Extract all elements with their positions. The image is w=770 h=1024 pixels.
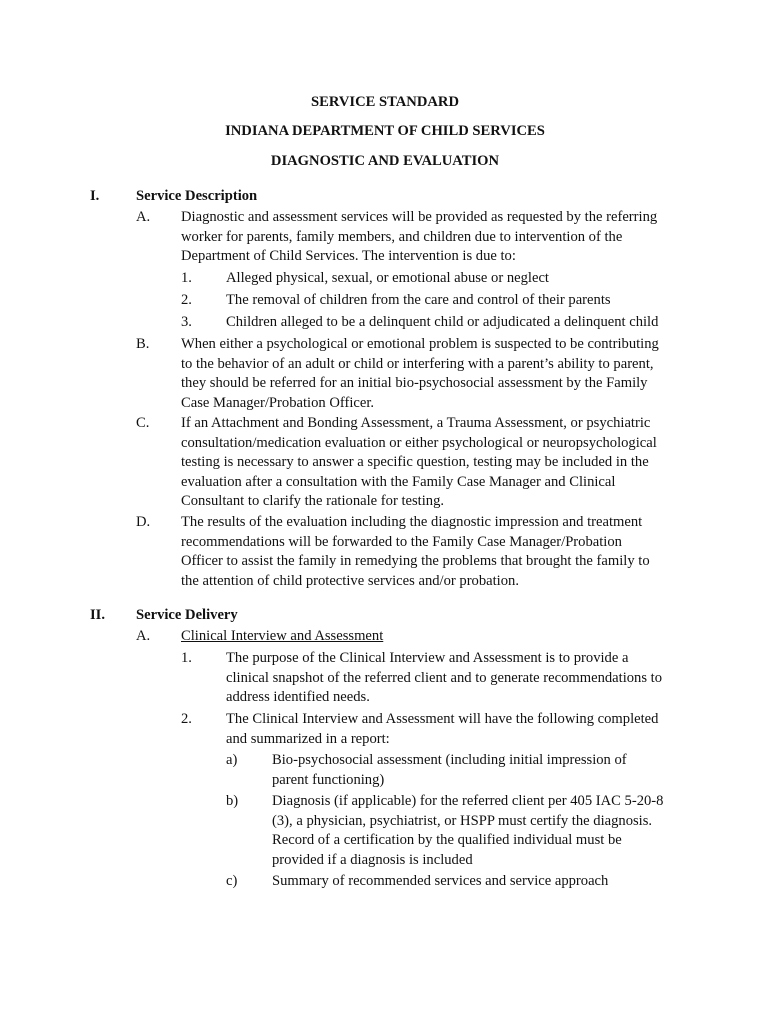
item-label: 3.: [181, 314, 192, 330]
item-text: [181, 513, 681, 591]
text-line: worker for parents, family members, and children due to intervention of the: [181, 228, 623, 245]
text-line: Diagnosis (if applicable) for the referred client per 405 IAC 5-20-8: [272, 793, 664, 809]
item-text: [272, 751, 682, 790]
text-line: Consultant to clarify the rationale for testing.: [181, 493, 445, 510]
text-line: Case Manager/Probation Officer.: [181, 394, 375, 411]
item-label: 2.: [181, 711, 192, 727]
text-line: testing is necessary to answer a specific question, testing may be included in the: [181, 454, 649, 471]
item-label: c): [226, 873, 238, 889]
section-title: Service Delivery: [136, 607, 238, 623]
item-text: Summary of recommended services and service approach: [272, 873, 609, 889]
item-text: [272, 792, 682, 870]
text-line: consultation/medication evaluation or either psychological or neuropsychological: [181, 434, 657, 451]
text-line: Department of Child Services. The intervention is due to:: [181, 248, 516, 265]
text-line: Bio-psychosocial assessment (including initial impression of: [272, 752, 627, 768]
text-line: address identified needs.: [226, 689, 370, 706]
item-text: [226, 649, 686, 708]
item-label: C.: [136, 415, 150, 431]
text-line: they should be referred for an initial bio-psychosocial assessment by the Family: [181, 375, 648, 392]
text-line: evaluation after a consultation with the Family Case Manager and Clinical: [181, 473, 616, 490]
text-line: (3), a physician, psychiatrist, or HSPP must certify the diagnosis.: [272, 812, 653, 829]
item-label: a): [226, 752, 238, 768]
text-line: clinical snapshot of the referred client and to generate recommendations to: [226, 669, 663, 686]
item-label: 1.: [181, 650, 192, 666]
text-line: Officer to assist the family in remedying the problems that brought the family to: [181, 553, 650, 570]
item-label: b): [226, 793, 239, 809]
item-text: The removal of children from the care and control of their parents: [226, 292, 611, 308]
section-number: II.: [90, 607, 106, 623]
item-label: B.: [136, 336, 150, 352]
item-text: [181, 208, 681, 267]
document-subject: DIAGNOSTIC AND EVALUATION: [270, 153, 500, 169]
item-label: D.: [136, 514, 151, 530]
text-line: provided if a diagnosis is included: [272, 851, 473, 868]
text-line: If an Attachment and Bonding Assessment, a Trauma Assessment, or psychiatric: [181, 415, 651, 431]
item-text: [181, 335, 681, 413]
text-line: the attention of child protective services and/or probation.: [181, 572, 519, 589]
item-label: A.: [136, 628, 151, 644]
section-title: Service Description: [136, 188, 258, 204]
section-number: I.: [90, 188, 100, 204]
item-label: A.: [136, 209, 151, 225]
item-label: 1.: [181, 270, 192, 286]
text-line: and summarized in a report:: [226, 730, 390, 747]
subsection-heading: Clinical Interview and Assessment: [181, 628, 384, 644]
item-label: 2.: [181, 292, 192, 308]
text-line: Record of a certification by the qualified individual must be: [272, 832, 622, 849]
department-name: INDIANA DEPARTMENT OF CHILD SERVICES: [225, 123, 545, 139]
text-line: The results of the evaluation including the diagnostic impression and treatment: [181, 514, 643, 530]
document-title: SERVICE STANDARD: [310, 94, 460, 110]
item-text: Alleged physical, sexual, or emotional abuse or neglect: [226, 270, 549, 286]
text-line: parent functioning): [272, 771, 385, 788]
item-text: [181, 414, 681, 512]
text-line: to the behavior of an adult or child or interfering with a parent’s ability to parent,: [181, 355, 654, 372]
item-text: Children alleged to be a delinquent child or adjudicated a delinquent child: [226, 314, 659, 330]
text-line: The purpose of the Clinical Interview and Assessment is to provide a: [226, 650, 629, 666]
item-text: [226, 710, 686, 749]
text-line: Diagnostic and assessment services will be provided as requested by the referring: [181, 209, 658, 225]
text-line: When either a psychological or emotional problem is suspected to be contributing: [181, 336, 659, 352]
text-line: The Clinical Interview and Assessment will have the following completed: [226, 711, 659, 727]
text-line: recommendations will be forwarded to the Family Case Manager/Probation: [181, 533, 622, 550]
